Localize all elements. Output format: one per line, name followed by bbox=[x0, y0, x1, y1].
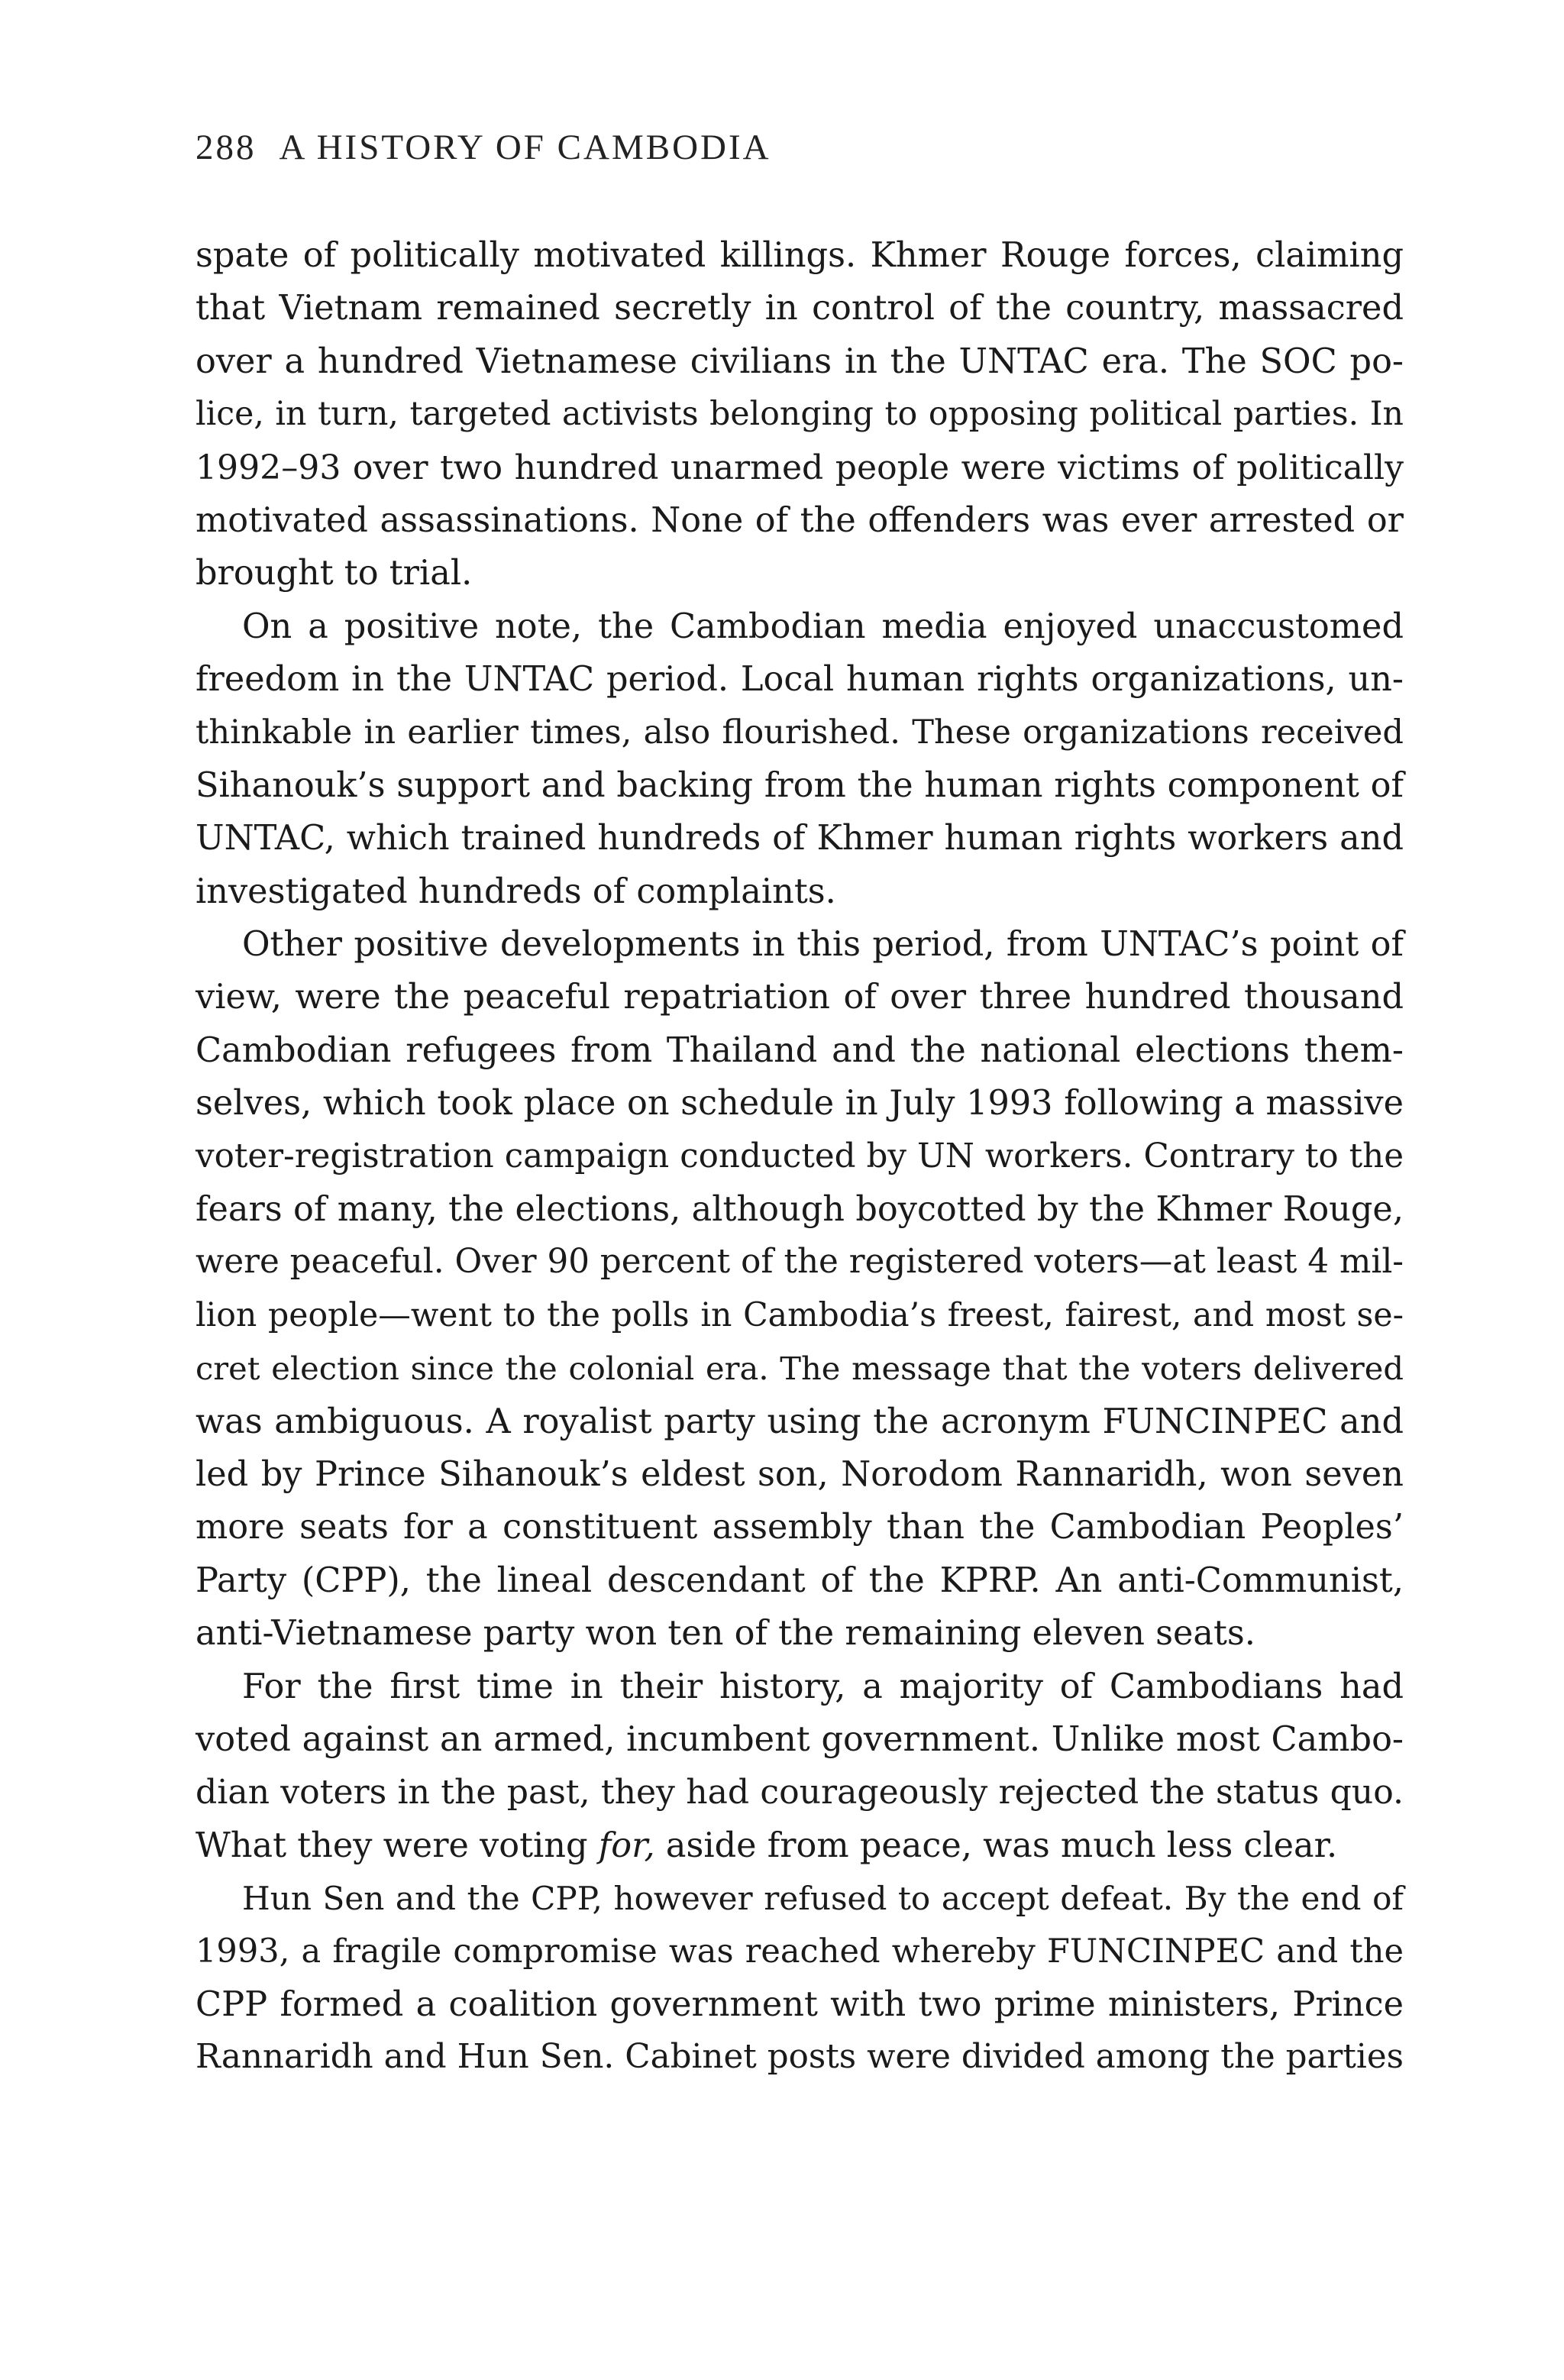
text-line: view, were the peaceful repatriation of over three hundred thousand bbox=[196, 977, 1404, 1017]
running-head bbox=[196, 127, 771, 168]
text-line: For the first time in their history, a majority of Cambodians had bbox=[242, 1666, 1404, 1706]
text-line bbox=[196, 1819, 1404, 1872]
text-line: spate of politically motivated killings. Khmer Rouge forces, claiming bbox=[196, 235, 1404, 275]
paragraph-2 bbox=[196, 600, 1404, 918]
text-line: more seats for a constituent assembly than the Cambodian Peoples’ bbox=[196, 1507, 1404, 1547]
paragraph-5 bbox=[196, 1872, 1404, 2084]
text-line: selves, which took place on schedule in July 1993 following a massive bbox=[196, 1083, 1404, 1124]
text-line: brought to trial. bbox=[196, 553, 473, 593]
text-line: CPP formed a coalition government with two prime ministers, Prince bbox=[196, 1984, 1404, 2024]
book-title: A HISTORY OF CAMBODIA bbox=[279, 128, 771, 167]
text-line: lice, in turn, targeted activists belonging to opposing political parties. In bbox=[196, 395, 1404, 434]
text-line: was ambiguous. A royalist party using the acronym FUNCINPEC and bbox=[196, 1401, 1404, 1441]
italic-word: for, bbox=[598, 1825, 655, 1865]
body-text bbox=[196, 229, 1404, 2084]
text-line: over a hundred Vietnamese civilians in the UNTAC era. The SOC po- bbox=[196, 341, 1404, 381]
text-line: Rannaridh and Hun Sen. Cabinet posts were divided among the parties bbox=[196, 2038, 1404, 2077]
text-line: 1993, a fragile compromise was reached whereby FUNCINPEC and the bbox=[196, 1932, 1404, 1971]
paragraph-1 bbox=[196, 229, 1404, 600]
text-line: thinkable in earlier times, also flourished. These organizations received bbox=[196, 713, 1404, 752]
text-line: freedom in the UNTAC period. Local human rights organizations, un- bbox=[196, 659, 1404, 700]
paragraph-4 bbox=[196, 1661, 1404, 1873]
text-run: aside from peace, was much less clear. bbox=[654, 1825, 1338, 1865]
text-line: that Vietnam remained secretly in control of the country, massacred bbox=[196, 288, 1404, 328]
text-line: Sihanouk’s support and backing from the human rights component of bbox=[196, 765, 1404, 805]
text-line: were peaceful. Over 90 percent of the registered voters—at least 4 mil- bbox=[196, 1243, 1404, 1282]
text-line: cret election since the colonial era. The message that the voters delivered bbox=[196, 1350, 1404, 1388]
text-line: Other positive developments in this period, from UNTAC’s point of bbox=[242, 924, 1404, 965]
text-line: Hun Sen and the CPP, however refused to accept defeat. By the end of bbox=[242, 1880, 1404, 1918]
page-number: 288 bbox=[196, 128, 257, 167]
text-line: On a positive note, the Cambodian media enjoyed unaccustomed bbox=[242, 606, 1404, 646]
text-run: What they were voting bbox=[196, 1825, 599, 1865]
text-line: 1992–93 over two hundred unarmed people were victims of politically bbox=[196, 448, 1404, 487]
text-line: Party (CPP), the lineal descendant of the KPRP. An anti-Communist, bbox=[196, 1560, 1404, 1600]
text-line: motivated assassinations. None of the offenders was ever arrested or bbox=[196, 500, 1404, 540]
text-line: led by Prince Sihanouk’s eldest son, Norodom Rannaridh, won seven bbox=[196, 1454, 1404, 1494]
text-line: fears of many, the elections, although boycotted by the Khmer Rouge, bbox=[196, 1189, 1404, 1230]
text-line: lion people—went to the polls in Cambodia’s freest, fairest, and most se- bbox=[196, 1295, 1404, 1334]
text-line: voted against an armed, incumbent government. Unlike most Cambo- bbox=[196, 1719, 1404, 1759]
text-line: dian voters in the past, they had courageously rejected the status quo. bbox=[196, 1773, 1404, 1812]
text-line: anti-Vietnamese party won ten of the remaining eleven seats. bbox=[196, 1613, 1255, 1654]
text-line: UNTAC, which trained hundreds of Khmer human rights workers and bbox=[196, 818, 1404, 859]
text-line: voter-registration campaign conducted by UN workers. Contrary to the bbox=[196, 1137, 1404, 1175]
text-line: investigated hundreds of complaints. bbox=[196, 871, 836, 911]
text-line: Cambodian refugees from Thailand and the national elections them- bbox=[196, 1030, 1404, 1070]
paragraph-3 bbox=[196, 918, 1404, 1660]
